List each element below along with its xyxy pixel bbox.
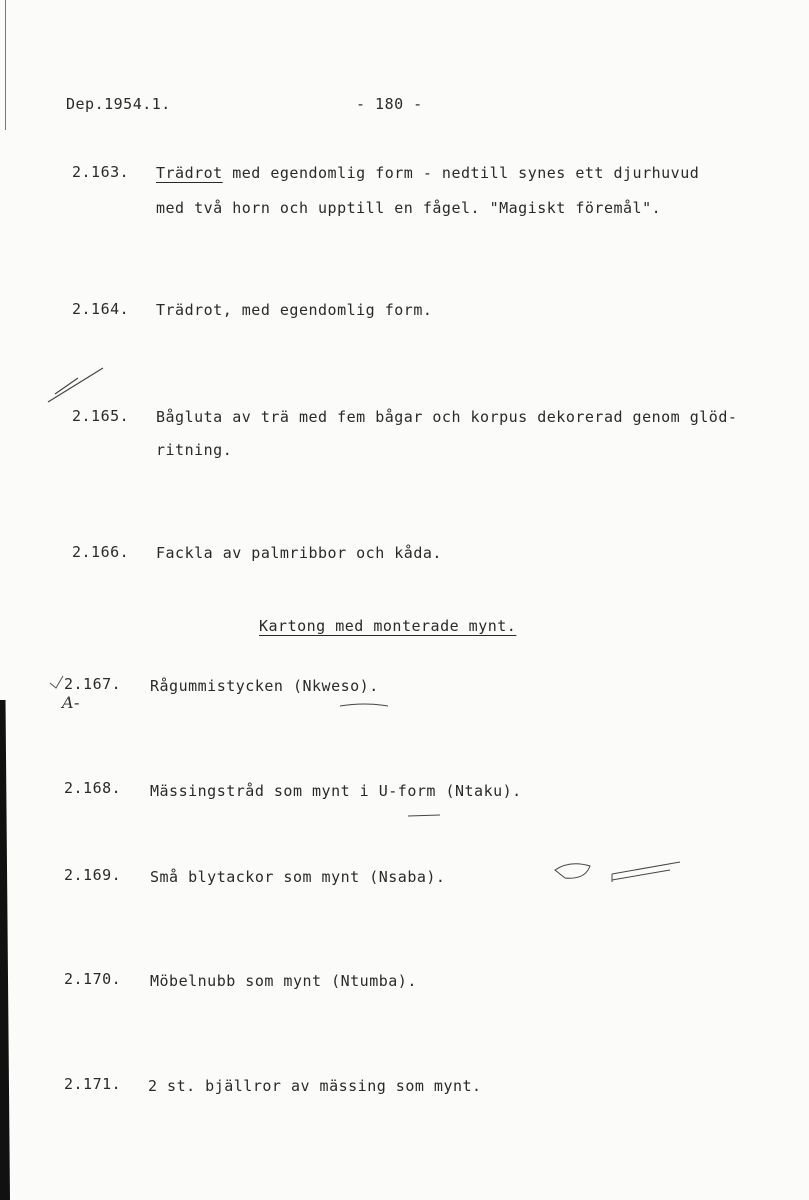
entry-number: 2.163. (72, 163, 130, 181)
entry-number: 2.171. (64, 1075, 122, 1093)
handwritten-note: A- (62, 693, 80, 712)
entry-number: 2.164. (72, 300, 130, 318)
entry-number: 2.165. (72, 407, 130, 425)
entry-text: Bågluta av trä med fem bågar och korpus dekorerad genom glöd- (156, 408, 738, 426)
pen-stroke (340, 704, 388, 706)
entry-text: Trädrot, med egendomlig form. (156, 301, 433, 319)
page-number: - 180 - (356, 95, 423, 113)
check-mark-2165 (48, 368, 103, 402)
entry-text: Möbelnubb som mynt (Ntumba). (150, 972, 417, 990)
entry-text: Rågummistycken (Nkweso). (150, 677, 379, 695)
underline-stroke (408, 815, 440, 816)
entry-text-cont: ritning. (156, 441, 233, 459)
bar-sketch (612, 862, 680, 882)
entry-text-rest: med egendomlig form - nedtill synes ett djurhuvud (222, 164, 700, 182)
entry-title: Trädrot (156, 164, 223, 182)
entry-text: Mässingstråd som mynt i U-form (Ntaku). (150, 782, 522, 800)
entry-text: 2 st. bjällror av mässing som mynt. (148, 1077, 482, 1095)
document-reference: Dep.1954.1. (66, 95, 171, 113)
entry-number: 2.169. (64, 866, 122, 884)
check-mark-2167 (50, 676, 63, 688)
entry-text (156, 164, 699, 182)
coin-sketch (555, 864, 590, 879)
entry-number: 2.168. (64, 779, 122, 797)
entry-number: 2.167. (64, 675, 122, 693)
section-heading: Kartong med monterade mynt. (259, 617, 517, 635)
entry-number: 2.170. (64, 970, 122, 988)
entry-text-cont: med två horn och upptill en fågel. "Magiskt föremål". (156, 199, 662, 217)
entry-text: Fackla av palmribbor och kåda. (156, 544, 442, 562)
entry-number: 2.166. (72, 543, 130, 561)
entry-text: Små blytackor som mynt (Nsaba). (150, 868, 446, 886)
